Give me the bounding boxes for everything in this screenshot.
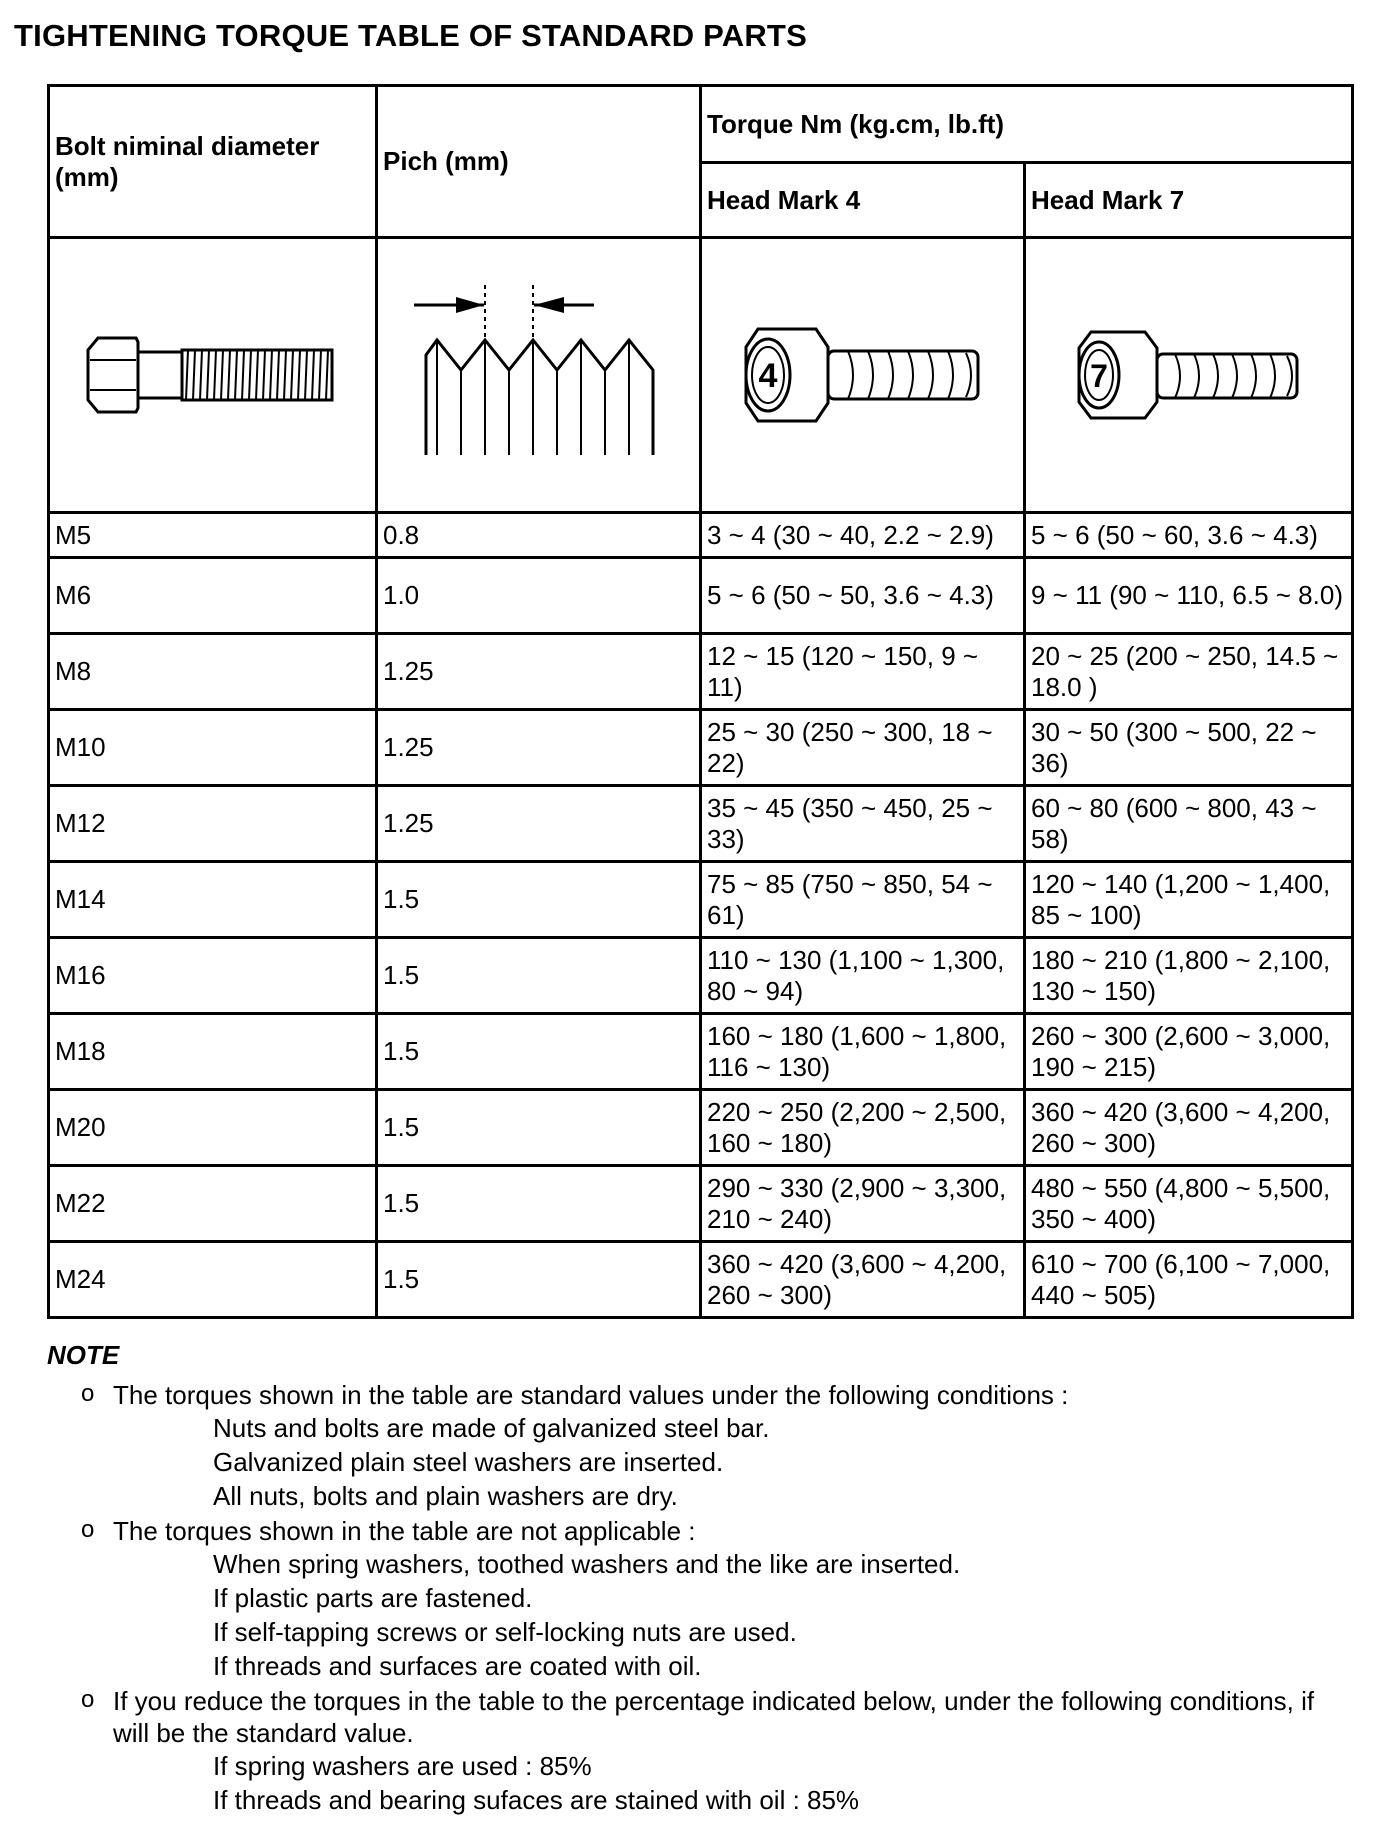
bullet-icon: o	[81, 1380, 95, 1407]
table-row	[49, 1014, 1353, 1090]
header-torque: Torque Nm (kg.cm, lb.ft)	[701, 86, 1353, 163]
note-section	[47, 1340, 1347, 1817]
cell-pitch: 1.5	[377, 1242, 701, 1318]
note-intro: The torques shown in the table are not applicable :	[113, 1516, 696, 1546]
cell-mark7: 30 ~ 50 (300 ~ 500, 22 ~ 36)	[1025, 710, 1353, 786]
note-condition: If self-tapping screws or self-locking nuts are used.	[213, 1617, 797, 1647]
cell-pitch: 1.5	[377, 938, 701, 1014]
cell-pitch: 0.8	[377, 513, 701, 558]
head-mark-4-bolt-icon	[738, 315, 988, 435]
cell-mark4: 35 ~ 45 (350 ~ 450, 25 ~ 33)	[701, 786, 1025, 862]
note-condition: When spring washers, toothed washers and the like are inserted.	[213, 1549, 961, 1579]
cell-size: M22	[49, 1166, 377, 1242]
note-intro: If you reduce the torques in the table to the percentage indicated below, under the following conditions, if will be the standard value.	[113, 1686, 1315, 1748]
note-condition: Nuts and bolts are made of galvanized steel bar.	[213, 1413, 770, 1443]
note-condition: Galvanized plain steel washers are inserted.	[213, 1447, 724, 1477]
cell-size: M14	[49, 862, 377, 938]
note-condition: If threads and surfaces are coated with oil.	[213, 1651, 702, 1681]
note-item	[47, 1515, 1347, 1683]
cell-mark4: 160 ~ 180 (1,600 ~ 1,800, 116 ~ 130)	[701, 1014, 1025, 1090]
table-row	[49, 1166, 1353, 1242]
cell-mark4: 25 ~ 30 (250 ~ 300, 18 ~ 22)	[701, 710, 1025, 786]
header-head-mark-4: Head Mark 4	[701, 163, 1025, 238]
cell-pitch: 1.5	[377, 1014, 701, 1090]
thread-pitch-illustration	[377, 238, 701, 513]
cell-size: M5	[49, 513, 377, 558]
bolt-icon	[78, 320, 348, 430]
cell-pitch: 1.25	[377, 786, 701, 862]
bullet-icon: o	[81, 1516, 95, 1543]
cell-pitch: 1.5	[377, 1090, 701, 1166]
cell-mark4: 3 ~ 4 (30 ~ 40, 2.2 ~ 2.9)	[701, 513, 1025, 558]
cell-size: M10	[49, 710, 377, 786]
note-condition: If plastic parts are fastened.	[213, 1583, 533, 1613]
note-intro: The torques shown in the table are standard values under the following conditions :	[113, 1380, 1069, 1410]
note-title: NOTE	[47, 1340, 120, 1370]
head-mark-4-illustration	[701, 238, 1025, 513]
bullet-icon: o	[81, 1686, 95, 1713]
cell-mark4: 220 ~ 250 (2,200 ~ 2,500, 160 ~ 180)	[701, 1090, 1025, 1166]
cell-mark7: 5 ~ 6 (50 ~ 60, 3.6 ~ 4.3)	[1025, 513, 1353, 558]
cell-mark7: 610 ~ 700 (6,100 ~ 7,000, 440 ~ 505)	[1025, 1242, 1353, 1318]
note-condition: All nuts, bolts and plain washers are dry.	[213, 1481, 678, 1511]
cell-size: M8	[49, 634, 377, 710]
cell-mark7: 9 ~ 11 (90 ~ 110, 6.5 ~ 8.0)	[1025, 558, 1353, 634]
cell-size: M16	[49, 938, 377, 1014]
cell-pitch: 1.0	[377, 558, 701, 634]
table-row	[49, 862, 1353, 938]
cell-mark7: 60 ~ 80 (600 ~ 800, 43 ~ 58)	[1025, 786, 1353, 862]
cell-pitch: 1.25	[377, 710, 701, 786]
head-mark-7-illustration	[1025, 238, 1353, 513]
table-row	[49, 513, 1353, 558]
note-item	[47, 1685, 1347, 1817]
cell-size: M12	[49, 786, 377, 862]
cell-size: M6	[49, 558, 377, 634]
cell-mark7: 260 ~ 300 (2,600 ~ 3,000, 190 ~ 215)	[1025, 1014, 1353, 1090]
cell-mark4: 360 ~ 420 (3,600 ~ 4,200, 260 ~ 300)	[701, 1242, 1025, 1318]
header-head-mark-7: Head Mark 7	[1025, 163, 1353, 238]
note-condition: If threads and bearing sufaces are stained with oil : 85%	[213, 1785, 860, 1815]
page-title: TIGHTENING TORQUE TABLE OF STANDARD PARTS	[14, 18, 807, 53]
table-row	[49, 786, 1353, 862]
cell-mark4: 12 ~ 15 (120 ~ 150, 9 ~ 11)	[701, 634, 1025, 710]
cell-mark7: 120 ~ 140 (1,200 ~ 1,400, 85 ~ 100)	[1025, 862, 1353, 938]
head-mark-7-label: 7	[1089, 358, 1108, 394]
thread-pitch-icon	[404, 280, 674, 470]
cell-pitch: 1.5	[377, 1166, 701, 1242]
cell-mark4: 110 ~ 130 (1,100 ~ 1,300, 80 ~ 94)	[701, 938, 1025, 1014]
cell-mark4: 75 ~ 85 (750 ~ 850, 54 ~ 61)	[701, 862, 1025, 938]
cell-mark7: 180 ~ 210 (1,800 ~ 2,100, 130 ~ 150)	[1025, 938, 1353, 1014]
note-condition: If spring washers are used : 85%	[213, 1751, 592, 1781]
table-row	[49, 558, 1353, 634]
cell-mark7: 20 ~ 25 (200 ~ 250, 14.5 ~ 18.0 )	[1025, 634, 1353, 710]
head-mark-7-bolt-icon	[1069, 320, 1309, 430]
table-row	[49, 634, 1353, 710]
table-row	[49, 1090, 1353, 1166]
cell-pitch: 1.25	[377, 634, 701, 710]
table-row	[49, 710, 1353, 786]
cell-mark7: 480 ~ 550 (4,800 ~ 5,500, 350 ~ 400)	[1025, 1166, 1353, 1242]
cell-mark4: 290 ~ 330 (2,900 ~ 3,300, 210 ~ 240)	[701, 1166, 1025, 1242]
cell-size: M24	[49, 1242, 377, 1318]
cell-size: M20	[49, 1090, 377, 1166]
table-row	[49, 1242, 1353, 1318]
note-item	[47, 1379, 1347, 1513]
cell-mark4: 5 ~ 6 (50 ~ 50, 3.6 ~ 4.3)	[701, 558, 1025, 634]
header-pitch: Pich (mm)	[377, 86, 701, 238]
cell-mark7: 360 ~ 420 (3,600 ~ 4,200, 260 ~ 300)	[1025, 1090, 1353, 1166]
head-mark-4-label: 4	[758, 357, 777, 395]
header-diameter: Bolt niminal diameter (mm)	[49, 86, 377, 238]
cell-pitch: 1.5	[377, 862, 701, 938]
bolt-diameter-illustration	[49, 238, 377, 513]
cell-size: M18	[49, 1014, 377, 1090]
table-row	[49, 938, 1353, 1014]
torque-table	[47, 84, 1354, 1319]
